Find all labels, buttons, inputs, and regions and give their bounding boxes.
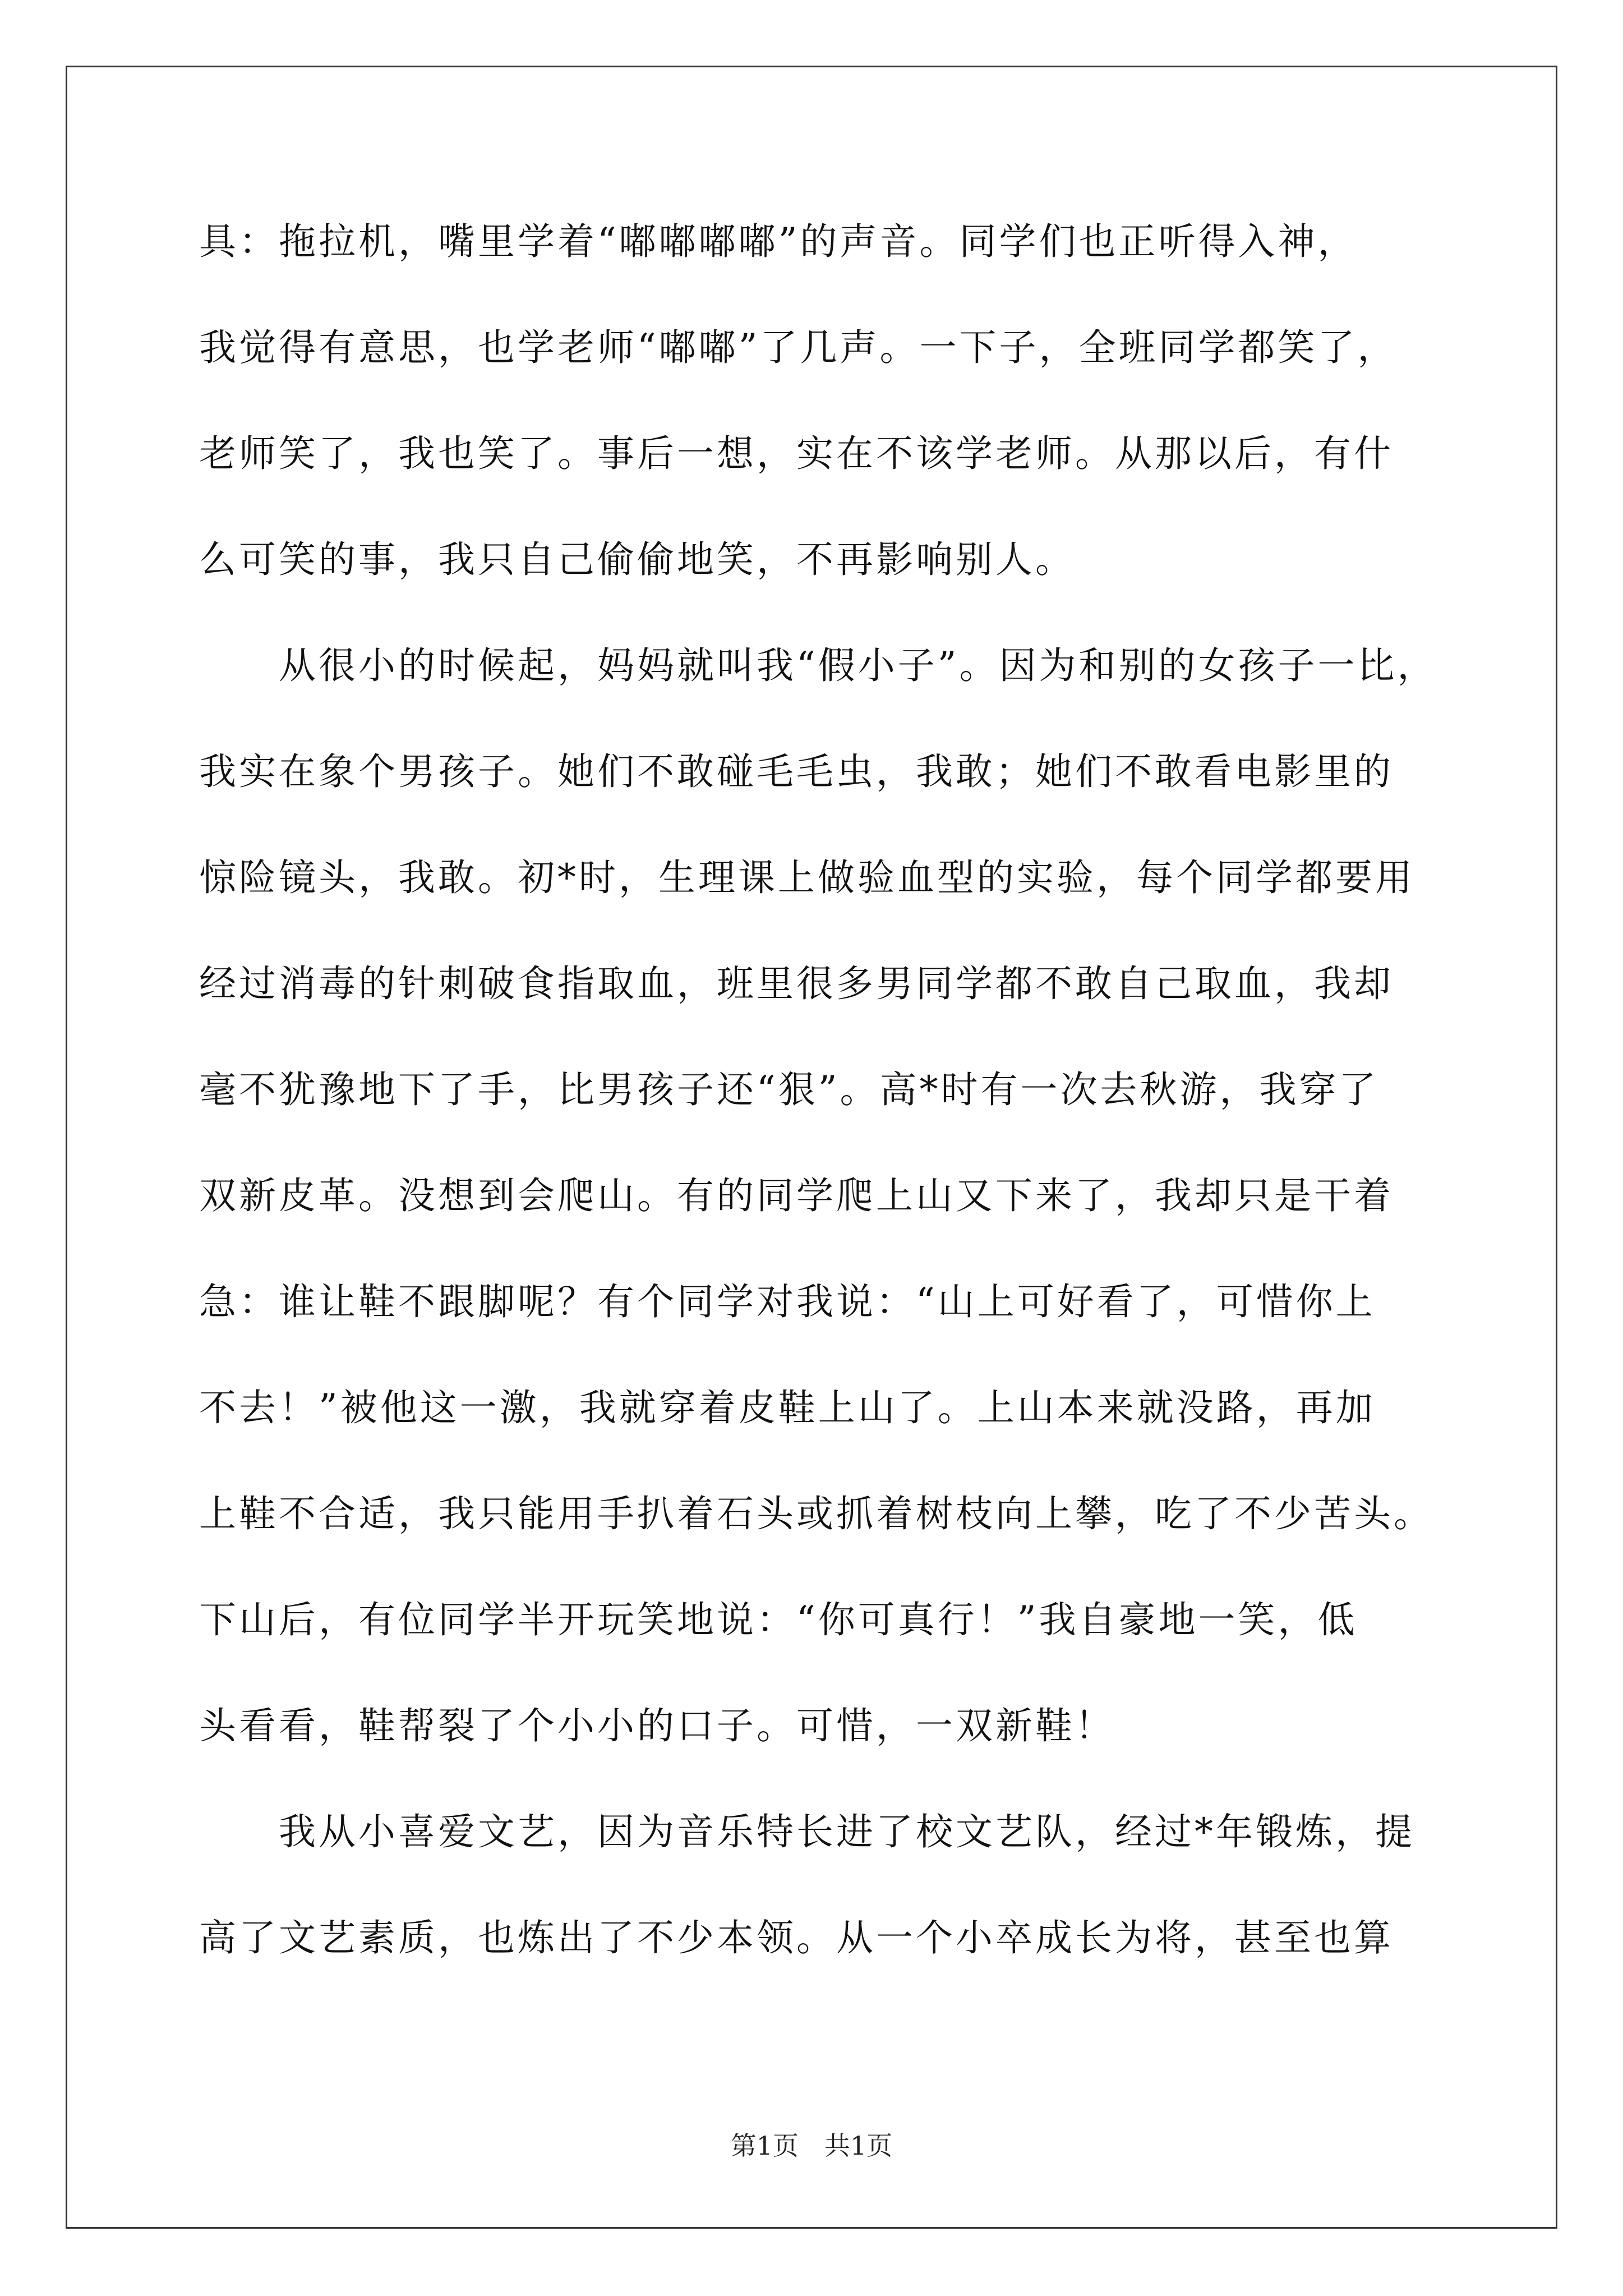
document-body — [199, 188, 1437, 1991]
text-line: 我觉得有意思，也学老师“嘟嘟”了几声。一下子，全班同学都笑了， — [199, 326, 1398, 369]
text-line: 惊险镜头，我敢。初*时，生理课上做验血型的实验，每个同学都要用 — [199, 856, 1415, 899]
text-line: 下山后，有位同学半开玩笑地说：“你可真行！”我自豪地一笑，低 — [199, 1598, 1358, 1641]
page-number: 第1页 共1页 — [730, 2131, 893, 2161]
text-line: 经过消毒的针刺破食指取血，班里很多男同学都不敢自己取血，我却 — [199, 962, 1394, 1005]
text-line: 头看看，鞋帮裂了个小小的口子。可惜，一双新鞋！ — [199, 1704, 1115, 1747]
text-line: 老师笑了，我也笑了。事后一想，实在不该学老师。从那以后，有什 — [199, 432, 1394, 475]
text-line: 高了文艺素质，也炼出了不少本领。从一个小卒成长为将，甚至也算 — [199, 1916, 1394, 1959]
text-line: 急：谁让鞋不跟脚呢？有个同学对我说：“山上可好看了，可惜你上 — [199, 1280, 1376, 1323]
text-line: 具：拖拉机，嘴里学着“嘟嘟嘟嘟”的声音。同学们也正听得入神， — [199, 220, 1358, 263]
text-line: 从很小的时候起，妈妈就叫我“假小子”。因为和别的女孩子一比， — [199, 644, 1437, 687]
text-line: 么可笑的事，我只自己偷偷地笑，不再影响别人。 — [199, 538, 1075, 581]
text-line: 我实在象个男孩子。她们不敢碰毛毛虫，我敢；她们不敢看电影里的 — [199, 750, 1394, 793]
text-line: 不去！”被他这一激，我就穿着皮鞋上山了。上山本来就没路，再加 — [199, 1386, 1376, 1429]
text-line: 毫不犹豫地下了手，比男孩子还“狠”。高*时有一次去秋游，我穿了 — [199, 1068, 1379, 1111]
text-line: 我从小喜爱文艺，因为音乐特长进了校文艺队，经过*年锻炼，提 — [199, 1810, 1415, 1853]
text-line: 双新皮革。没想到会爬山。有的同学爬上山又下来了，我却只是干着 — [199, 1174, 1394, 1217]
text-line: 上鞋不合适，我只能用手扒着石头或抓着树枝向上攀，吃了不少苦头。 — [199, 1492, 1433, 1535]
